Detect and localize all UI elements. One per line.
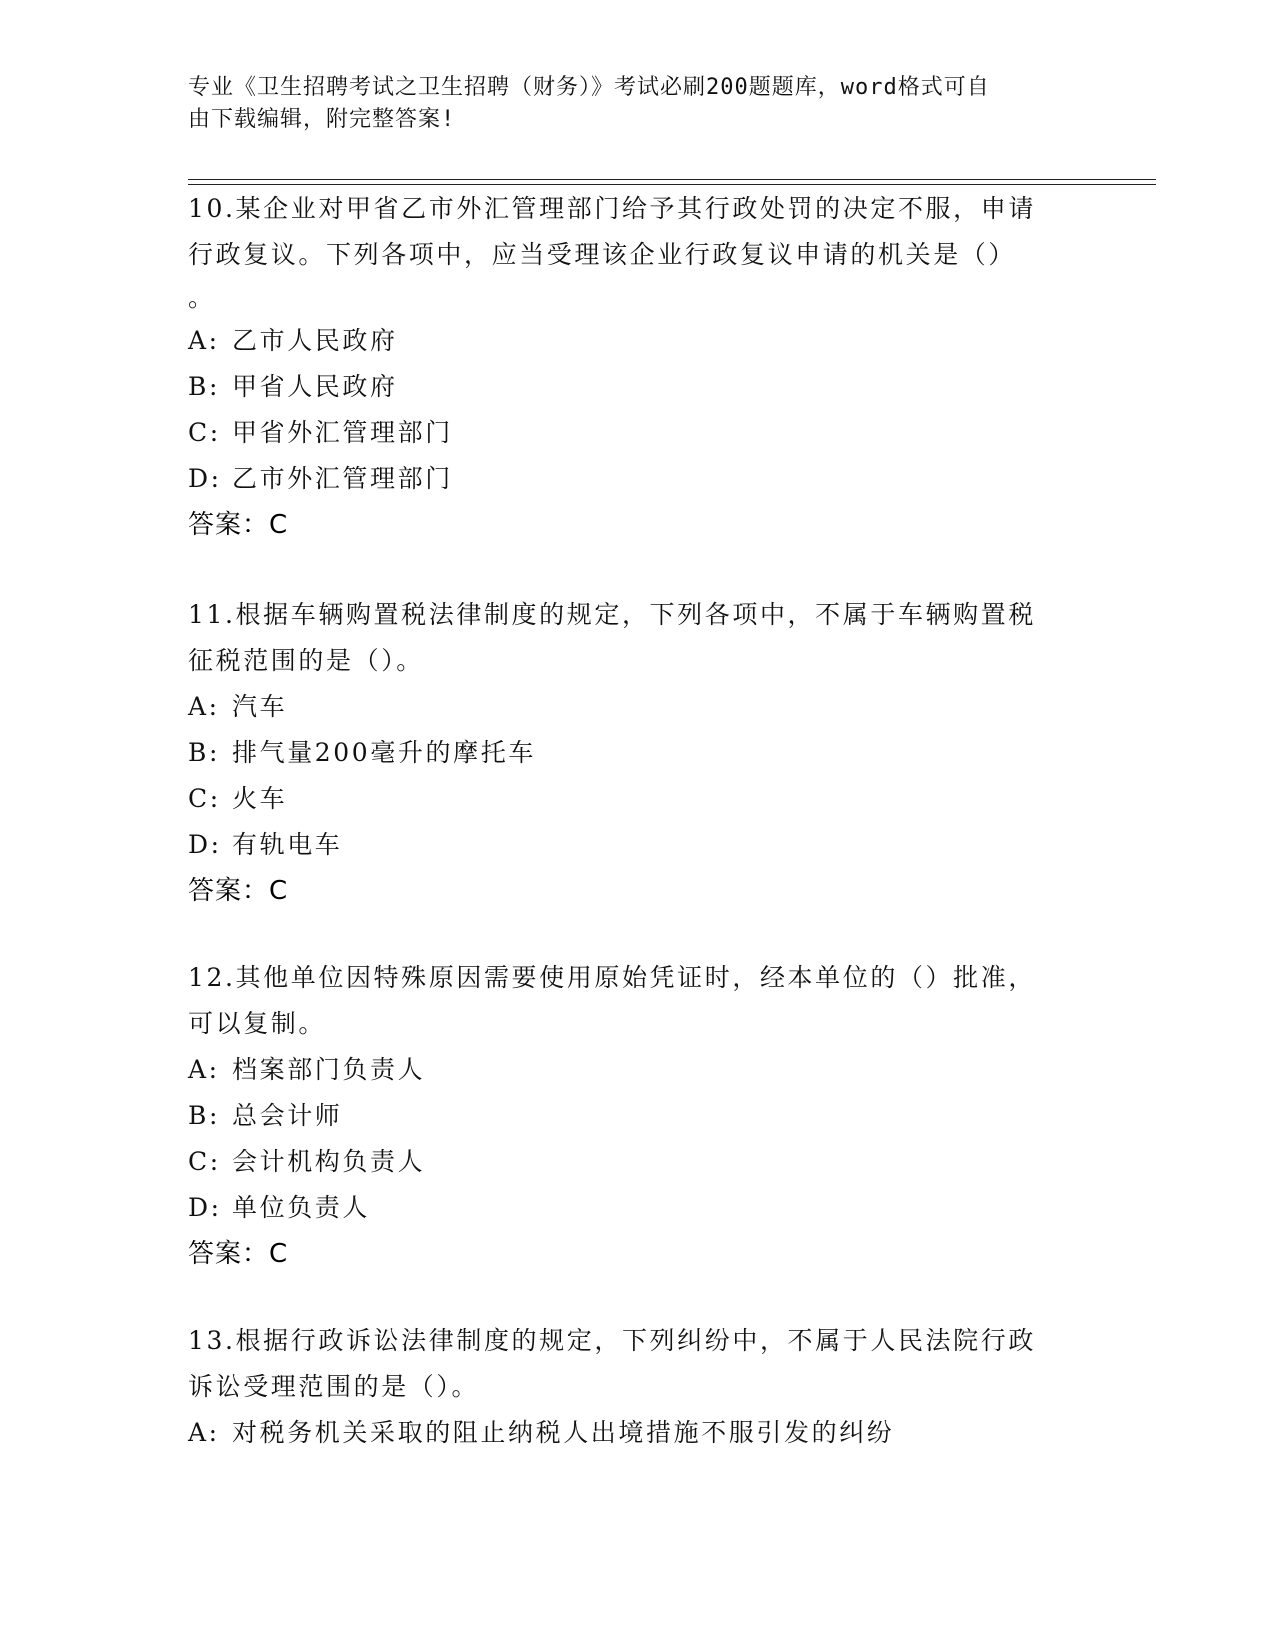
option-text: 对税务机关采取的阻止纳税人出境措施不服引发的纠纷 bbox=[232, 1418, 895, 1447]
option-text: 会计机构负责人 bbox=[232, 1147, 426, 1176]
option-text: 甲省人民政府 bbox=[232, 372, 398, 401]
header-line-2: 由下载编辑，附完整答案! bbox=[188, 107, 456, 132]
option-c bbox=[188, 1139, 1088, 1185]
option-text: 汽车 bbox=[232, 692, 288, 721]
option-key: D: bbox=[188, 830, 222, 859]
answer-line: 答案：C bbox=[188, 1239, 289, 1269]
option-key: A: bbox=[188, 326, 220, 355]
question-stem-line: 可以复制。 bbox=[188, 1009, 327, 1038]
option-key: C: bbox=[188, 1147, 221, 1176]
option-key: D: bbox=[188, 1193, 222, 1222]
option-c bbox=[188, 410, 1088, 456]
option-key: D: bbox=[188, 464, 222, 493]
question-stem-line: 10.某企业对甲省乙市外汇管理部门给予其行政处罚的决定不服，申请 bbox=[188, 194, 1036, 223]
option-a bbox=[188, 1410, 1088, 1456]
option-text: 单位负责人 bbox=[232, 1193, 371, 1222]
option-key: C: bbox=[188, 418, 221, 447]
option-a bbox=[188, 1047, 1088, 1093]
question-stem-line: 征税范围的是（）。 bbox=[188, 646, 424, 675]
header-divider-bottom bbox=[188, 184, 1156, 185]
header-line-1: 专业《卫生招聘考试之卫生招聘（财务）》考试必刷200题题库，word格式可自 bbox=[188, 75, 990, 100]
answer-line: 答案：C bbox=[188, 876, 289, 906]
option-text: 有轨电车 bbox=[232, 830, 343, 859]
header-divider-top bbox=[188, 179, 1156, 180]
question-13 bbox=[188, 1318, 1088, 1456]
option-text: 乙市外汇管理部门 bbox=[232, 464, 453, 493]
option-d bbox=[188, 1185, 1088, 1231]
option-key: B: bbox=[188, 738, 220, 767]
option-key: B: bbox=[188, 1101, 220, 1130]
option-text: 甲省外汇管理部门 bbox=[232, 418, 453, 447]
option-b bbox=[188, 364, 1088, 410]
option-a bbox=[188, 684, 1088, 730]
question-11 bbox=[188, 592, 1088, 914]
option-key: A: bbox=[188, 1055, 220, 1084]
option-d bbox=[188, 456, 1088, 502]
option-key: B: bbox=[188, 372, 220, 401]
option-text: 档案部门负责人 bbox=[232, 1055, 426, 1084]
document-header bbox=[188, 72, 1068, 136]
option-text: 乙市人民政府 bbox=[232, 326, 398, 355]
question-stem-line: 。 bbox=[188, 283, 216, 312]
option-c bbox=[188, 776, 1088, 822]
question-stem-line: 13.根据行政诉讼法律制度的规定，下列纠纷中，不属于人民法院行政 bbox=[188, 1326, 1036, 1355]
question-stem-line: 行政复议。下列各项中，应当受理该企业行政复议申请的机关是（） bbox=[188, 240, 1017, 269]
option-b bbox=[188, 730, 1088, 776]
option-key: C: bbox=[188, 784, 221, 813]
option-key: A: bbox=[188, 692, 220, 721]
option-b bbox=[188, 1093, 1088, 1139]
option-a bbox=[188, 318, 1088, 364]
option-text: 总会计师 bbox=[232, 1101, 343, 1130]
option-text: 火车 bbox=[232, 784, 288, 813]
option-d bbox=[188, 822, 1088, 868]
question-stem-line: 12.其他单位因特殊原因需要使用原始凭证时，经本单位的（）批准， bbox=[188, 963, 1036, 992]
option-text: 排气量200毫升的摩托车 bbox=[232, 738, 536, 767]
option-key: A: bbox=[188, 1418, 220, 1447]
answer-line: 答案：C bbox=[188, 510, 289, 540]
question-stem-line: 诉讼受理范围的是（）。 bbox=[188, 1372, 480, 1401]
question-12 bbox=[188, 955, 1088, 1277]
question-10 bbox=[188, 186, 1088, 548]
question-stem-line: 11.根据车辆购置税法律制度的规定，下列各项中，不属于车辆购置税 bbox=[188, 600, 1036, 629]
